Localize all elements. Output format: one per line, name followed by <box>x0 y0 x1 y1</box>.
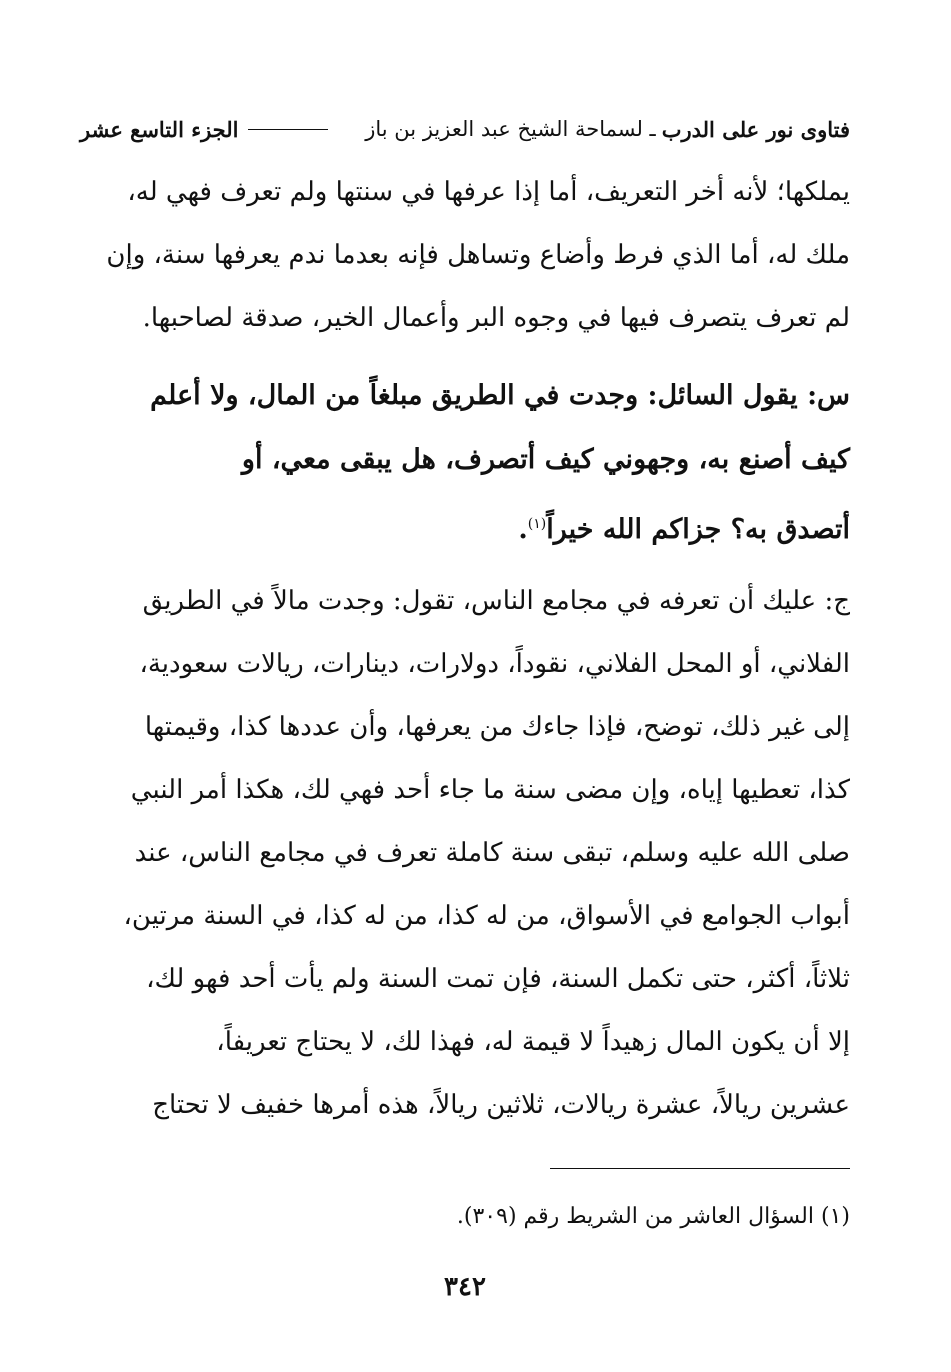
question-text: أتصدق به؟ جزاكم الله خيراً <box>546 514 850 545</box>
answer-line: ج: عليك أن تعرفه في مجامع الناس، تقول: وجدت مالاً في الطريق <box>142 586 850 616</box>
header-part-group <box>80 117 332 142</box>
answer-line: عشرين ريالاً، عشرة ريالات، ثلاثين ريالاً، هذه أمرها خفيف لا تحتاج <box>152 1090 850 1120</box>
answer-line: ثلاثاً، أكثر، حتى تكمل السنة، فإن تمت السنة ولم يأت أحد فهو لك، <box>146 964 850 994</box>
header-rule <box>248 129 328 130</box>
header-author: ـ لسماحة الشيخ عبد العزيز بن باز <box>365 117 656 141</box>
answer-block <box>80 570 850 1137</box>
answer-line: أبواب الجوامع في الأسواق، من له كذا، من له كذا، في السنة مرتين، <box>123 901 850 931</box>
text-line: يملكها؛ لأنه أخر التعريف، أما إذا عرفها في سنتها ولم تعرف فهي له، <box>127 177 850 207</box>
page-number: ٣٤٢ <box>444 1272 486 1302</box>
question-line: س: يقول السائل: وجدت في الطريق مبلغاً من المال، ولا أعلم <box>150 380 850 411</box>
document-page <box>80 0 850 1372</box>
answer-line: صلى الله عليه وسلم، تبقى سنة كاملة تعرف في مجامع الناس، عند <box>134 838 850 868</box>
header-book-info <box>365 117 850 142</box>
question-line-last <box>80 492 850 562</box>
question-line: كيف أصنع به، وجهوني كيف أتصرف، هل يبقى معي، أو <box>241 444 850 475</box>
answer-line: إلا أن يكون المال زهيداً لا قيمة له، فهذا لك، لا يحتاج تعريفاً، <box>216 1027 850 1057</box>
header-part: الجزء التاسع عشر <box>80 116 239 142</box>
question-end: . <box>518 514 528 545</box>
footnote-reference[interactable]: (١) <box>527 516 547 532</box>
footnote-separator <box>550 1168 850 1169</box>
answer-line: الفلاني، أو المحل الفلاني، نقوداً، دولارات، دينارات، ريالات سعودية، <box>139 649 850 679</box>
answer-line: إلى غير ذلك، توضح، فإذا جاءك من يعرفها، وأن عددها كذا، وقيمتها <box>144 712 850 742</box>
question-block <box>80 364 850 562</box>
header-book-title: فتاوى نور على الدرب <box>661 116 850 142</box>
paragraph-continuation <box>80 161 850 350</box>
footnote: (١) السؤال العاشر من الشريط رقم (٣٠٩). <box>456 1204 850 1229</box>
text-line: ملك له، أما الذي فرط وأضاع وتساهل فإنه بعدما ندم يعرفها سنة، وإن <box>106 240 850 270</box>
running-header <box>80 112 850 146</box>
answer-line: كذا، تعطيها إياه، وإن مضى سنة ما جاء أحد فهي لك، هكذا أمر النبي <box>130 775 850 805</box>
text-line: لم تعرف يتصرف فيها في وجوه البر وأعمال الخير، صدقة لصاحبها. <box>142 303 850 333</box>
